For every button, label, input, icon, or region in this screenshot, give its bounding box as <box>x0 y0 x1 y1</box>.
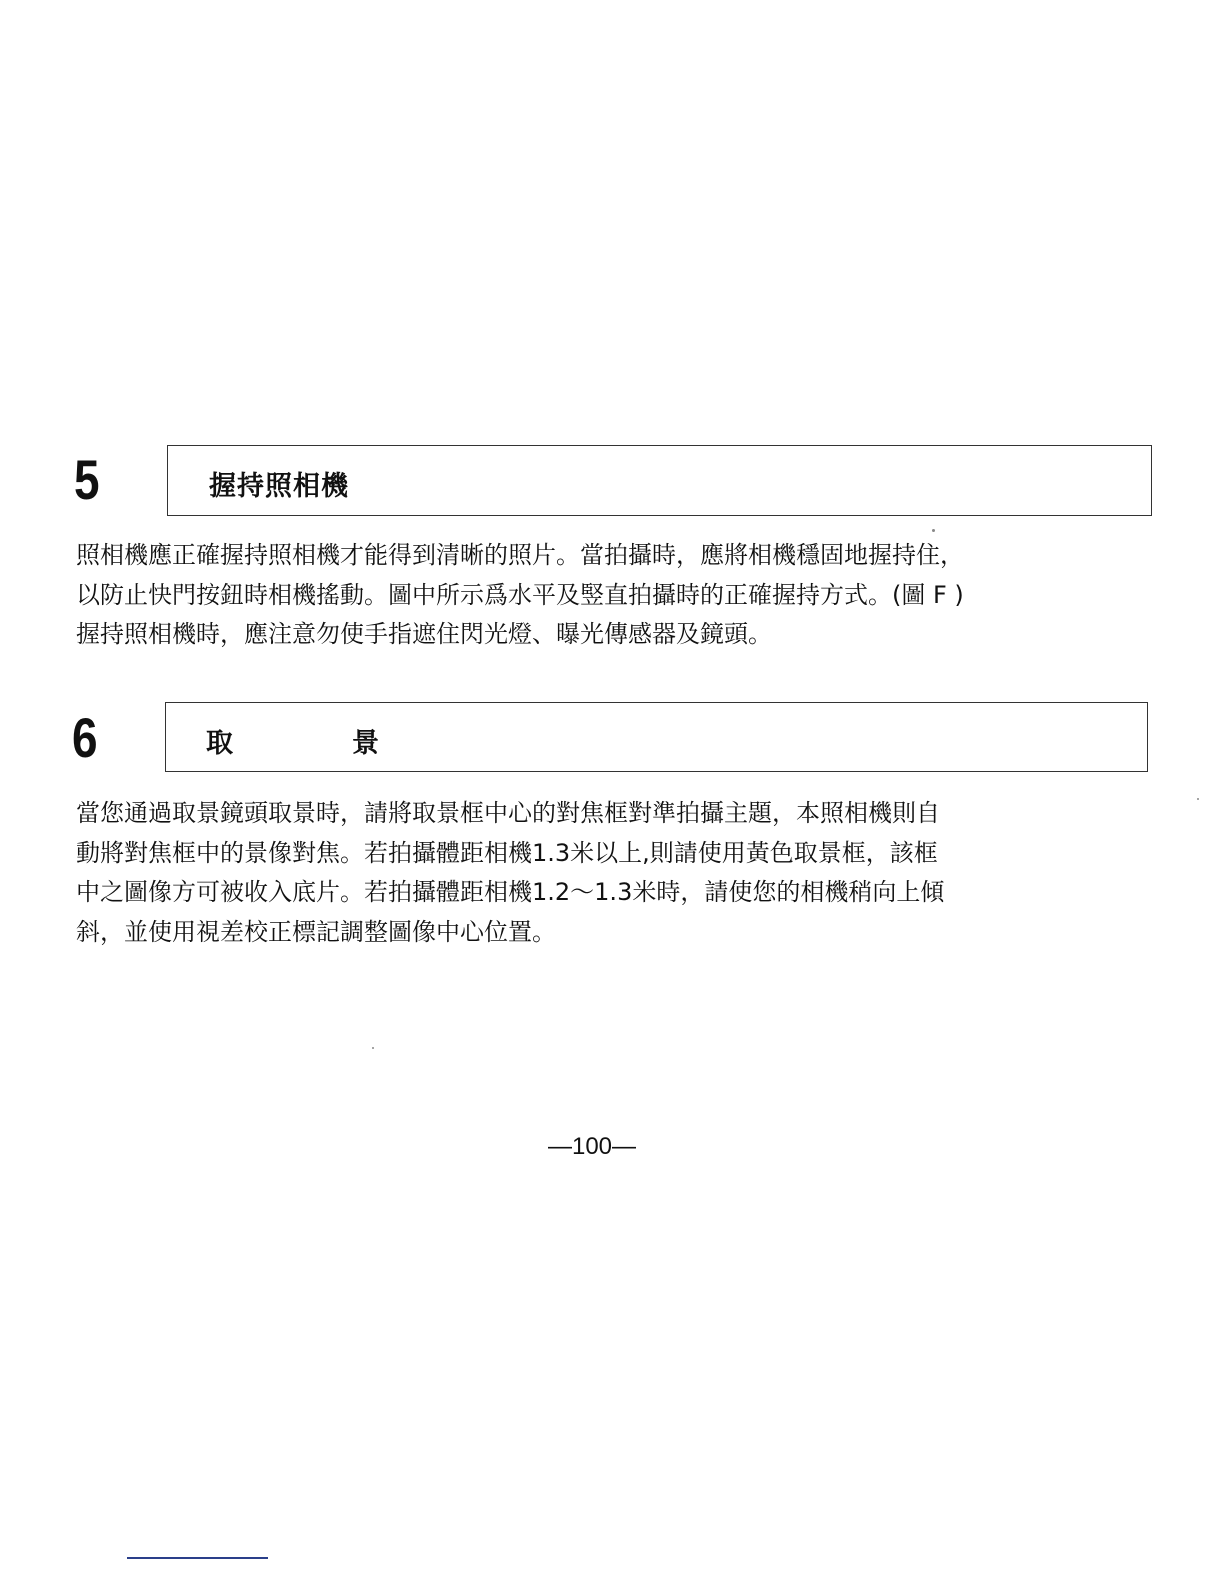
body-line: 照相機應正確握持照相機才能得到清晰的照片。當拍攝時，應將相機穩固地握持住， <box>76 541 964 569</box>
scan-speck <box>932 529 935 532</box>
scan-speck <box>372 1047 374 1049</box>
page-number: —100— <box>547 1133 637 1160</box>
section-body-6 <box>76 794 1166 952</box>
body-line: 以防止快門按鈕時相機搖動。圖中所示爲水平及竪直拍攝時的正確握持方式。(圖 F ) <box>76 580 964 609</box>
body-line: 中之圖像方可被收入底片。若拍攝體距相機1.2～1.3米時，請使您的相機稍向上傾 <box>76 878 945 906</box>
body-line: 斜，並使用視差校正標記調整圖像中心位置。 <box>76 917 556 946</box>
body-line: 握持照相機時，應注意勿使手指遮住閃光燈、曝光傳感器及鏡頭。 <box>76 620 772 648</box>
section-title-6-part-2: 景 <box>352 728 379 759</box>
scan-speck <box>1197 798 1199 800</box>
bottom-rule <box>127 1557 268 1559</box>
section-title-6-part-1: 取 <box>206 728 233 759</box>
section-number-6: 6 <box>72 706 98 769</box>
body-line: 動將對焦框中的景像對焦。若拍攝體距相機1.3米以上,則請使用黃色取景框，該框 <box>76 838 938 867</box>
section-body-5 <box>76 536 1166 655</box>
section-title-5: 握持照相機 <box>209 471 349 502</box>
section-title-box-5 <box>167 445 1152 516</box>
body-line: 當您通過取景鏡頭取景時，請將取景框中心的對焦框對準拍攝主題，本照相機則自 <box>76 799 940 827</box>
section-title-box-6 <box>165 702 1148 772</box>
section-number-5: 5 <box>74 448 100 511</box>
